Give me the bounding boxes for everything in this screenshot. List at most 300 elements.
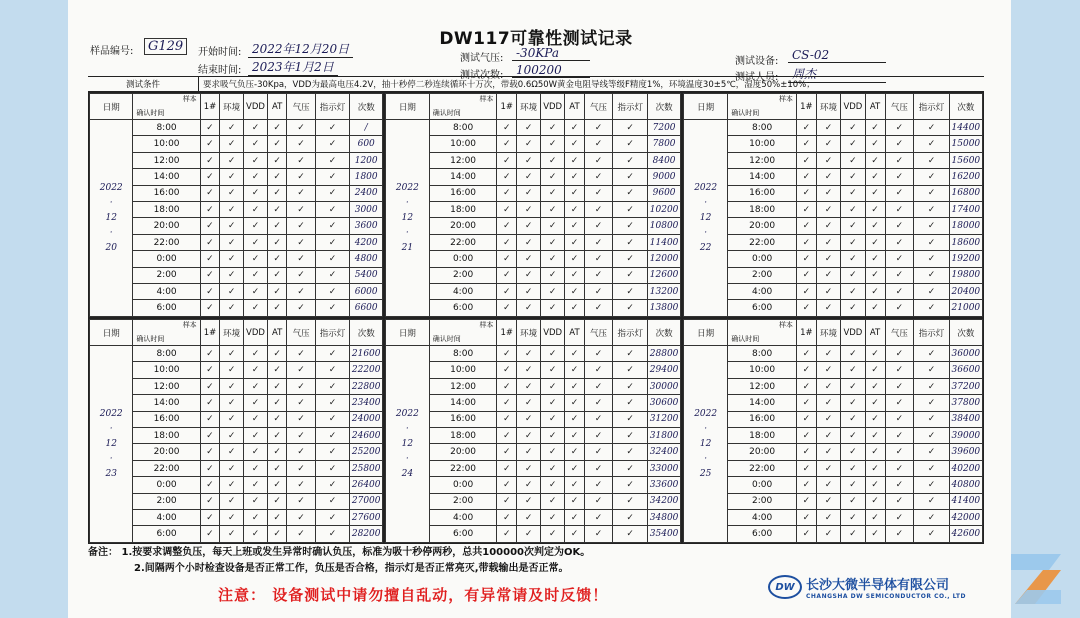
time-cell: 2:00 — [728, 493, 797, 509]
table-row — [386, 136, 681, 152]
count-cell: 37800 — [949, 395, 982, 411]
at-col-header: AT — [565, 94, 585, 120]
check-cell: ✓ — [816, 493, 840, 509]
check-cell: ✓ — [796, 251, 816, 267]
check-cell: ✓ — [220, 267, 244, 283]
check-cell: ✓ — [200, 428, 220, 444]
count-cell: 1800 — [350, 169, 383, 185]
table-row — [684, 510, 983, 526]
check-cell: ✓ — [244, 510, 268, 526]
check-cell: ✓ — [497, 362, 517, 378]
count-cell: 5400 — [350, 267, 383, 283]
table-row — [684, 185, 983, 201]
check-cell: ✓ — [287, 300, 315, 317]
count-cell: 11400 — [648, 234, 681, 250]
check-cell: ✓ — [517, 411, 541, 427]
table-row — [386, 185, 681, 201]
check-cell: ✓ — [816, 378, 840, 394]
check-cell: ✓ — [200, 251, 220, 267]
time-cell: 8:00 — [133, 120, 200, 136]
date-cell — [684, 120, 728, 317]
test-conditions-row — [88, 76, 984, 92]
table-row — [386, 120, 681, 136]
date-part: · — [405, 423, 409, 434]
check-cell: ✓ — [816, 120, 840, 136]
check-cell: ✓ — [287, 526, 315, 543]
check-cell: ✓ — [841, 477, 865, 493]
count-cell: 20400 — [949, 284, 982, 300]
check-cell: ✓ — [315, 460, 350, 476]
check-cell: ✓ — [865, 444, 885, 460]
check-cell: ✓ — [885, 267, 914, 283]
check-cell: ✓ — [816, 185, 840, 201]
count-cell: 33600 — [648, 477, 681, 493]
count-cell: 28200 — [350, 526, 383, 543]
check-cell: ✓ — [244, 267, 268, 283]
table-row — [386, 284, 681, 300]
check-cell: ✓ — [816, 477, 840, 493]
check-cell: ✓ — [613, 362, 648, 378]
check-cell: ✓ — [267, 346, 287, 362]
col-1-header: 1# — [497, 94, 517, 120]
date-part: 12 — [401, 438, 414, 449]
table-row — [684, 136, 983, 152]
time-cell: 4:00 — [728, 510, 797, 526]
count-cell: 30000 — [648, 378, 681, 394]
pressure-col-header: 气压 — [287, 320, 315, 346]
check-cell: ✓ — [885, 444, 914, 460]
check-cell: ✓ — [287, 428, 315, 444]
check-cell: ✓ — [517, 428, 541, 444]
table-row — [90, 218, 383, 234]
check-cell: ✓ — [517, 185, 541, 201]
confirm-time-header-label: 确认时间 — [731, 109, 760, 117]
check-cell: ✓ — [865, 526, 885, 543]
confirm-time-header-label: 确认时间 — [432, 335, 461, 343]
check-cell: ✓ — [315, 136, 350, 152]
count-cell: 21000 — [949, 300, 982, 317]
table-row — [90, 477, 383, 493]
check-cell: ✓ — [287, 510, 315, 526]
check-cell: ✓ — [914, 493, 949, 509]
check-cell: ✓ — [584, 493, 612, 509]
table-row — [684, 346, 983, 362]
check-cell: ✓ — [220, 234, 244, 250]
check-cell: ✓ — [885, 234, 914, 250]
check-cell: ✓ — [541, 378, 565, 394]
check-cell: ✓ — [315, 493, 350, 509]
check-cell: ✓ — [517, 136, 541, 152]
table-row — [90, 526, 383, 543]
sample-time-header — [429, 94, 497, 120]
check-cell: ✓ — [200, 202, 220, 218]
check-cell: ✓ — [885, 526, 914, 543]
check-cell: ✓ — [267, 120, 287, 136]
check-cell: ✓ — [796, 526, 816, 543]
check-cell: ✓ — [267, 218, 287, 234]
count-cell: 27000 — [350, 493, 383, 509]
check-cell: ✓ — [613, 395, 648, 411]
time-cell: 14:00 — [728, 169, 797, 185]
check-cell: ✓ — [914, 234, 949, 250]
check-cell: ✓ — [841, 493, 865, 509]
check-cell: ✓ — [613, 444, 648, 460]
table-row — [386, 395, 681, 411]
sample-no-label: 样品编号: — [90, 46, 134, 57]
check-cell: ✓ — [865, 362, 885, 378]
check-cell: ✓ — [220, 120, 244, 136]
pressure-col-header: 气压 — [584, 320, 612, 346]
count-cell: 31200 — [648, 411, 681, 427]
time-cell: 20:00 — [429, 444, 497, 460]
check-cell: ✓ — [816, 202, 840, 218]
check-cell: ✓ — [565, 267, 585, 283]
record-block — [682, 318, 984, 544]
table-row — [684, 152, 983, 168]
check-cell: ✓ — [865, 460, 885, 476]
table-row — [90, 120, 383, 136]
check-cell: ✓ — [497, 395, 517, 411]
check-cell: ✓ — [816, 428, 840, 444]
time-cell: 20:00 — [429, 218, 497, 234]
check-cell: ✓ — [315, 120, 350, 136]
check-cell: ✓ — [885, 395, 914, 411]
check-cell: ✓ — [220, 284, 244, 300]
check-cell: ✓ — [315, 444, 350, 460]
check-cell: ✓ — [497, 284, 517, 300]
check-cell: ✓ — [816, 136, 840, 152]
check-cell: ✓ — [267, 202, 287, 218]
check-cell: ✓ — [565, 120, 585, 136]
check-cell: ✓ — [584, 218, 612, 234]
check-cell: ✓ — [220, 526, 244, 543]
table-row — [386, 493, 681, 509]
check-cell: ✓ — [865, 185, 885, 201]
check-cell: ✓ — [816, 526, 840, 543]
check-cell: ✓ — [541, 493, 565, 509]
count-cell: 2400 — [350, 185, 383, 201]
table-row — [386, 510, 681, 526]
table-row — [684, 251, 983, 267]
confirm-time-header-label: 确认时间 — [432, 109, 461, 117]
check-cell: ✓ — [865, 510, 885, 526]
check-cell: ✓ — [584, 234, 612, 250]
count-cell: 6000 — [350, 284, 383, 300]
table-row — [684, 444, 983, 460]
check-cell: ✓ — [841, 428, 865, 444]
count-label: 测试次数: — [460, 70, 504, 81]
check-cell: ✓ — [315, 284, 350, 300]
check-cell: ✓ — [244, 460, 268, 476]
count-cell: 3000 — [350, 202, 383, 218]
count-cell: 27600 — [350, 510, 383, 526]
date-col-header: 日期 — [684, 94, 728, 120]
check-cell: ✓ — [613, 251, 648, 267]
check-cell: ✓ — [885, 120, 914, 136]
table-row — [386, 300, 681, 317]
check-cell: ✓ — [541, 120, 565, 136]
time-cell: 10:00 — [728, 136, 797, 152]
date-part: 22 — [699, 242, 712, 253]
check-cell: ✓ — [315, 300, 350, 317]
check-cell: ✓ — [914, 300, 949, 317]
check-cell: ✓ — [796, 120, 816, 136]
time-cell: 6:00 — [429, 300, 497, 317]
check-cell: ✓ — [315, 346, 350, 362]
check-cell: ✓ — [584, 395, 612, 411]
check-cell: ✓ — [267, 378, 287, 394]
date-cell — [684, 346, 728, 543]
table-row — [90, 411, 383, 427]
check-cell: ✓ — [244, 378, 268, 394]
table-row — [684, 202, 983, 218]
count-cell: 40800 — [949, 477, 982, 493]
check-cell: ✓ — [315, 152, 350, 168]
check-cell: ✓ — [841, 284, 865, 300]
check-cell: ✓ — [287, 136, 315, 152]
test-record-document — [88, 10, 984, 610]
table-row — [386, 234, 681, 250]
check-cell: ✓ — [244, 428, 268, 444]
date-part: 2022 — [395, 182, 419, 193]
check-cell: ✓ — [613, 120, 648, 136]
sample-header-label: 样本 — [479, 95, 494, 103]
table-row — [684, 267, 983, 283]
check-cell: ✓ — [816, 362, 840, 378]
indicator-col-header: 指示灯 — [613, 94, 648, 120]
check-cell: ✓ — [613, 152, 648, 168]
check-cell: ✓ — [796, 234, 816, 250]
check-cell: ✓ — [541, 346, 565, 362]
check-cell: ✓ — [885, 136, 914, 152]
date-part: · — [405, 227, 409, 238]
check-cell: ✓ — [244, 300, 268, 317]
time-cell: 18:00 — [429, 428, 497, 444]
check-cell: ✓ — [517, 477, 541, 493]
check-cell: ✓ — [885, 202, 914, 218]
check-cell: ✓ — [541, 284, 565, 300]
test-conditions-text: 要求吸气负压-30Kpa，VDD为最高电压4.2V，抽十秒停二秒连续循环十万次，带载0.6Ω50W黄金电阻导线等级F精度1%，环境温度30±5℃，湿度50%±10%； — [203, 80, 815, 90]
table-row — [90, 444, 383, 460]
check-cell: ✓ — [584, 526, 612, 543]
check-cell: ✓ — [497, 346, 517, 362]
col-1-header: 1# — [796, 320, 816, 346]
date-col-header: 日期 — [90, 94, 133, 120]
check-cell: ✓ — [841, 169, 865, 185]
env-col-header: 环境 — [816, 320, 840, 346]
check-cell: ✓ — [841, 267, 865, 283]
check-cell: ✓ — [267, 395, 287, 411]
dw-logo-icon: DW — [768, 575, 802, 599]
check-cell: ✓ — [315, 251, 350, 267]
sample-time-header — [728, 320, 797, 346]
count-cell: 9600 — [648, 185, 681, 201]
check-cell: ✓ — [541, 251, 565, 267]
count-col-header: 次数 — [350, 320, 383, 346]
count-cell: 18000 — [949, 218, 982, 234]
check-cell: ✓ — [287, 251, 315, 267]
table-row — [684, 460, 983, 476]
check-cell: ✓ — [497, 526, 517, 543]
time-cell: 4:00 — [429, 510, 497, 526]
check-cell: ✓ — [200, 362, 220, 378]
check-cell: ✓ — [541, 411, 565, 427]
table-row — [684, 493, 983, 509]
check-cell: ✓ — [584, 460, 612, 476]
sample-header-label: 样本 — [778, 321, 793, 329]
check-cell: ✓ — [200, 185, 220, 201]
time-cell: 2:00 — [133, 267, 200, 283]
count-cell: 36600 — [949, 362, 982, 378]
check-cell: ✓ — [613, 202, 648, 218]
check-cell: ✓ — [914, 136, 949, 152]
check-cell: ✓ — [200, 152, 220, 168]
table-row — [684, 411, 983, 427]
count-cell: 25200 — [350, 444, 383, 460]
pressure-col-header: 气压 — [584, 94, 612, 120]
table-row — [684, 395, 983, 411]
check-cell: ✓ — [541, 428, 565, 444]
check-cell: ✓ — [497, 251, 517, 267]
count-cell: 13200 — [648, 284, 681, 300]
check-cell: ✓ — [287, 493, 315, 509]
check-cell: ✓ — [914, 185, 949, 201]
check-cell: ✓ — [200, 346, 220, 362]
time-cell: 16:00 — [429, 411, 497, 427]
check-cell: ✓ — [244, 169, 268, 185]
check-cell: ✓ — [267, 234, 287, 250]
check-cell: ✓ — [565, 346, 585, 362]
check-cell: ✓ — [613, 493, 648, 509]
check-cell: ✓ — [315, 526, 350, 543]
count-cell: 21600 — [350, 346, 383, 362]
check-cell: ✓ — [796, 267, 816, 283]
check-cell: ✓ — [541, 362, 565, 378]
check-cell: ✓ — [613, 169, 648, 185]
check-cell: ✓ — [287, 218, 315, 234]
check-cell: ✓ — [914, 362, 949, 378]
record-block — [384, 318, 682, 544]
check-cell: ✓ — [541, 218, 565, 234]
date-part: 2022 — [99, 182, 123, 193]
check-cell: ✓ — [613, 526, 648, 543]
count-cell: 38400 — [949, 411, 982, 427]
at-col-header: AT — [865, 94, 885, 120]
confirm-time-header-label: 确认时间 — [136, 109, 165, 117]
check-cell: ✓ — [584, 136, 612, 152]
check-cell: ✓ — [287, 152, 315, 168]
check-cell: ✓ — [796, 477, 816, 493]
check-cell: ✓ — [517, 510, 541, 526]
check-cell: ✓ — [517, 460, 541, 476]
count-cell: 4800 — [350, 251, 383, 267]
time-cell: 0:00 — [429, 477, 497, 493]
check-cell: ✓ — [816, 444, 840, 460]
check-cell: ✓ — [541, 510, 565, 526]
table-row — [386, 152, 681, 168]
check-cell: ✓ — [796, 136, 816, 152]
count-cell: / — [350, 120, 383, 136]
check-cell: ✓ — [565, 169, 585, 185]
note-2: 2.间隔两个小时检查设备是否正常工作，负压是否合格，指示灯是否正常亮灭,带载输出是否正常。 — [134, 563, 569, 574]
time-cell: 18:00 — [133, 202, 200, 218]
check-cell: ✓ — [796, 460, 816, 476]
date-col-header: 日期 — [386, 320, 430, 346]
check-cell: ✓ — [287, 185, 315, 201]
check-cell: ✓ — [315, 395, 350, 411]
check-cell: ✓ — [841, 152, 865, 168]
check-cell: ✓ — [200, 477, 220, 493]
table-row — [386, 362, 681, 378]
date-part: · — [704, 423, 708, 434]
check-cell: ✓ — [914, 284, 949, 300]
check-cell: ✓ — [796, 185, 816, 201]
time-cell: 20:00 — [133, 218, 200, 234]
check-cell: ✓ — [220, 169, 244, 185]
check-cell: ✓ — [244, 346, 268, 362]
time-cell: 0:00 — [133, 251, 200, 267]
check-cell: ✓ — [865, 300, 885, 317]
time-cell: 4:00 — [133, 510, 200, 526]
check-cell: ✓ — [220, 202, 244, 218]
count-cell: 17400 — [949, 202, 982, 218]
table-row — [90, 510, 383, 526]
date-part: 12 — [699, 212, 712, 223]
table-row — [684, 362, 983, 378]
sample-time-header — [429, 320, 497, 346]
check-cell: ✓ — [841, 202, 865, 218]
check-cell: ✓ — [541, 444, 565, 460]
check-cell: ✓ — [565, 185, 585, 201]
check-cell: ✓ — [200, 234, 220, 250]
check-cell: ✓ — [267, 284, 287, 300]
table-row — [90, 251, 383, 267]
check-cell: ✓ — [841, 185, 865, 201]
check-cell: ✓ — [200, 493, 220, 509]
time-cell: 10:00 — [429, 362, 497, 378]
count-cell: 24600 — [350, 428, 383, 444]
table-row — [386, 444, 681, 460]
company-name-en: CHANGSHA DW SEMICONDUCTOR CO., LTD — [806, 593, 967, 600]
check-cell: ✓ — [315, 378, 350, 394]
check-cell: ✓ — [914, 218, 949, 234]
date-cell — [386, 120, 430, 317]
notes — [88, 545, 590, 577]
table-row — [90, 378, 383, 394]
check-cell: ✓ — [315, 185, 350, 201]
check-cell: ✓ — [200, 444, 220, 460]
date-part: · — [405, 197, 409, 208]
check-cell: ✓ — [584, 300, 612, 317]
count-cell: 1200 — [350, 152, 383, 168]
pressure-col-header: 气压 — [885, 320, 914, 346]
at-col-header: AT — [565, 320, 585, 346]
check-cell: ✓ — [885, 493, 914, 509]
check-cell: ✓ — [796, 493, 816, 509]
check-cell: ✓ — [497, 234, 517, 250]
check-cell: ✓ — [497, 185, 517, 201]
time-cell: 0:00 — [728, 251, 797, 267]
check-cell: ✓ — [584, 362, 612, 378]
check-cell: ✓ — [497, 267, 517, 283]
check-cell: ✓ — [885, 460, 914, 476]
check-cell: ✓ — [565, 428, 585, 444]
date-col-header: 日期 — [684, 320, 728, 346]
check-cell: ✓ — [613, 234, 648, 250]
check-cell: ✓ — [841, 251, 865, 267]
check-cell: ✓ — [517, 120, 541, 136]
count-cell: 19800 — [949, 267, 982, 283]
